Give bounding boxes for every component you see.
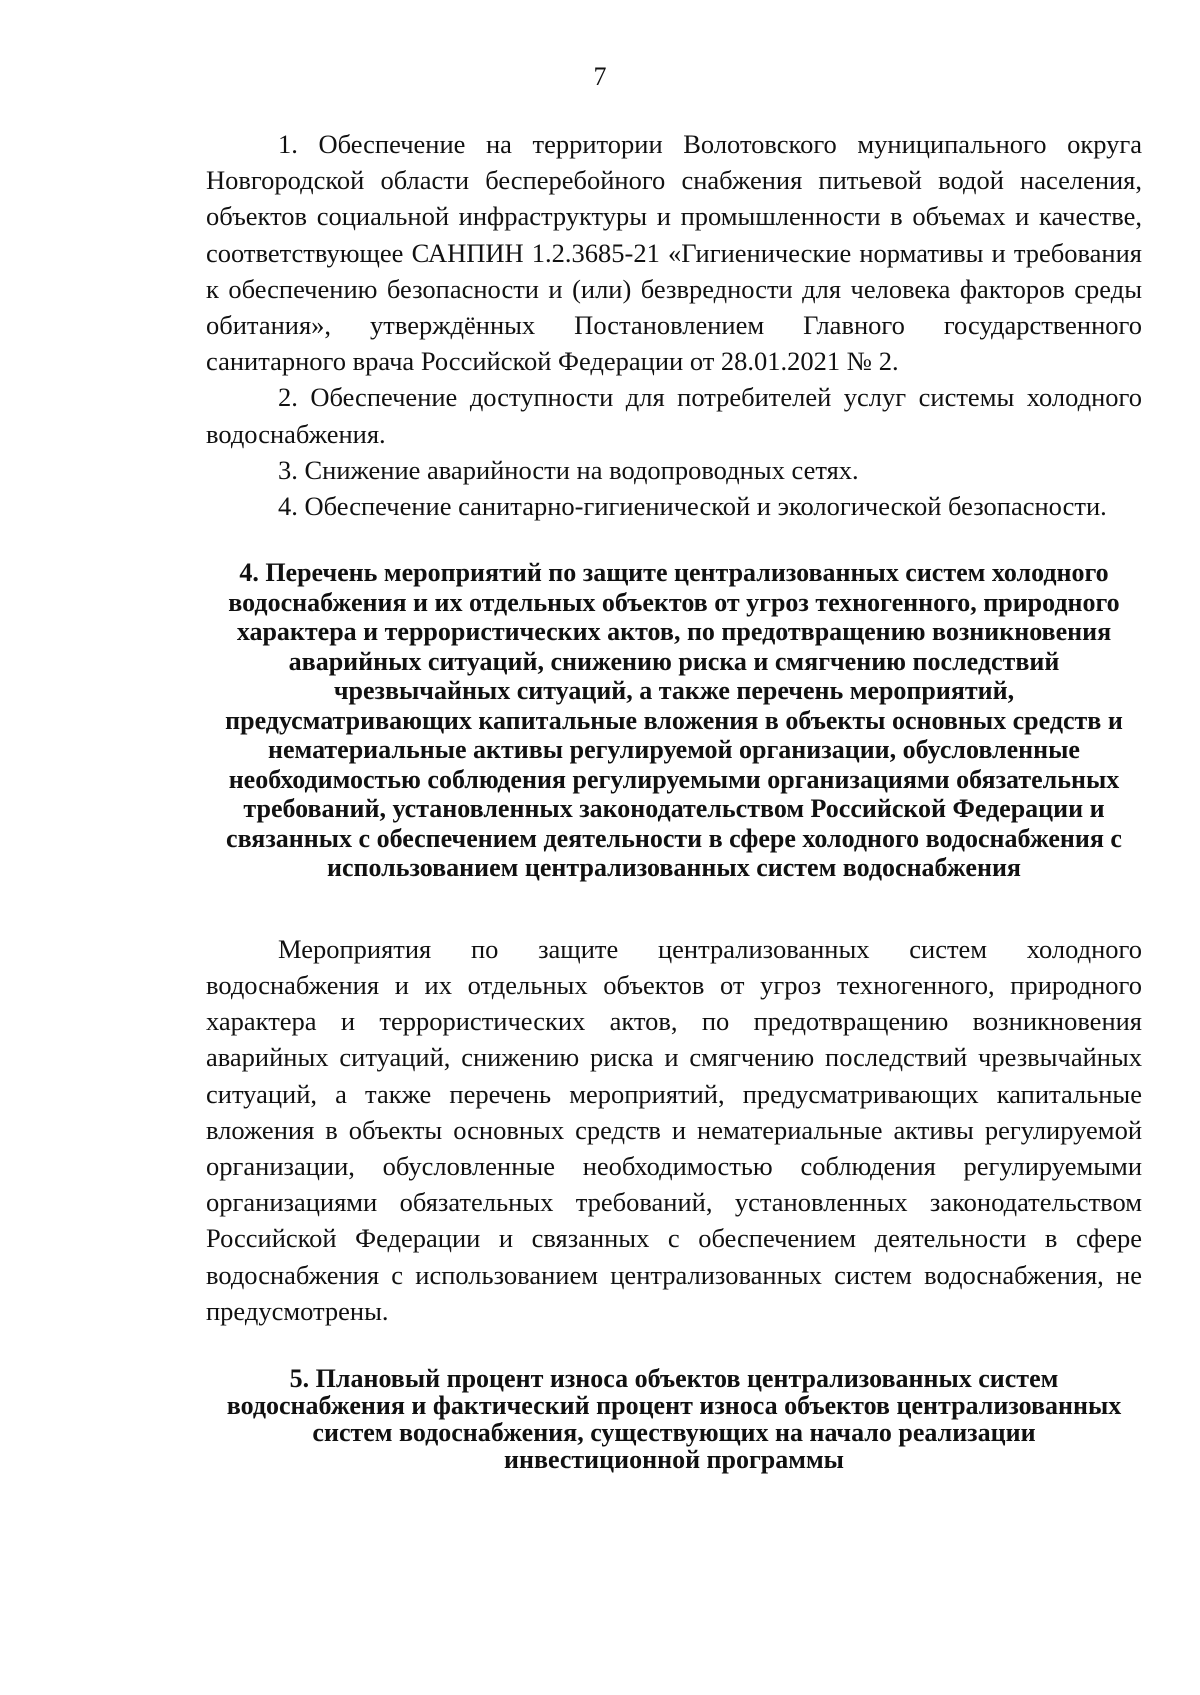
list-item-1: 1. Обеспечение на территории Волотовского муниципального округа Новгородской области бесперебойного снабжения питьевой водой населения, объектов социальной инфраструктуры и промышленности в объемах и качестве, соответствующее САНПИН 1.2.3685-21 «Гигиенические нормативы и требования к обеспечению безопасности и (или) безвредности для человека факторов среды обитания», утверждённых Постановлением Главного государственного санитарного врача Российской Федерации от 28.01.2021 № 2. bbox=[206, 129, 1142, 377]
page-content bbox=[206, 126, 1142, 1473]
section-4-heading: 4. Перечень мероприятий по защите централизованных систем холодного водоснабжения и их отдельных объектов от угроз техногенного, природного характера и террористических актов, по предотвращению возникновения аварийных ситуаций, снижению риска и смягчению последствий чрезвычайных ситуаций, а также перечень мероприятий, предусматривающих капитальные вложения в объекты основных средств и нематериальные активы регулируемой организации, обусловленные необходимостью соблюдения регулируемыми организациями обязательных требований, установленных законодательством Российской Федерации и связанных с обеспечением деятельности в сфере холодного водоснабжения с использованием централизованных систем водоснабжения bbox=[225, 558, 1123, 883]
section-5-heading: 5. Плановый процент износа объектов централизованных систем водоснабжения и фактический процент износа объектов централизованных систем водоснабжения, существующих на начало реализации инвестиционной программы bbox=[226, 1363, 1122, 1474]
section-4-body: Мероприятия по защите централизованных систем холодного водоснабжения и их отдельных объектов от угроз техногенного, природного характера и террористических актов, по предотвращению возникновения аварийных ситуаций, снижению риска и смягчению последствий чрезвычайных ситуаций, а также перечень мероприятий, предусматривающих капитальные вложения в объекты основных средств и нематериальные активы регулируемой организации, обусловленные необходимостью соблюдения регулируемыми организациями обязательных требований, установленных законодательством Российской Федерации и связанных с обеспечением деятельности в сфере водоснабжения с использованием централизованных систем водоснабжения, не предусмотрены. bbox=[206, 933, 1142, 1326]
page-number: 7 bbox=[593, 62, 607, 91]
list-item-2: 2. Обеспечение доступности для потребителей услуг системы холодного водоснабжения. bbox=[206, 382, 1142, 449]
list-item-3: 3. Снижение аварийности на водопроводных сетях. bbox=[278, 454, 859, 485]
list-item-4: 4. Обеспечение санитарно-гигиенической и экологической безопасности. bbox=[278, 491, 1107, 522]
